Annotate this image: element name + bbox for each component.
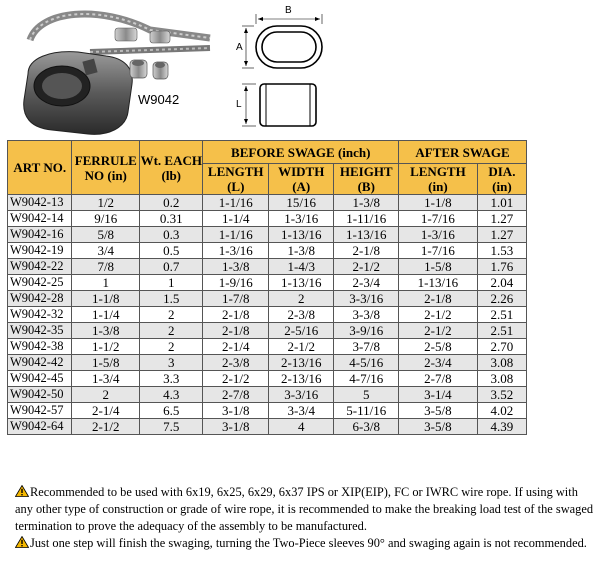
cell-dia-in: 2.51: [477, 307, 526, 323]
cell-length-in: 3-5/8: [399, 419, 478, 435]
table-row: [8, 275, 527, 291]
cell-length-in: 2-7/8: [399, 371, 478, 387]
cell-art-no: W9042-50: [8, 387, 72, 403]
cell-length-in: 1-1/8: [399, 195, 478, 211]
cell-wt-each: 0.2: [140, 195, 203, 211]
cell-art-no: W9042-25: [8, 275, 72, 291]
dim-label-l: L: [236, 99, 242, 110]
small-sleeves: [130, 60, 168, 79]
cell-art-no: W9042-42: [8, 355, 72, 371]
cell-length-in: 2-1/2: [399, 307, 478, 323]
table-row: [8, 243, 527, 259]
cell-length-l: 2-1/2: [203, 371, 269, 387]
cell-height-b: 4-5/16: [334, 355, 399, 371]
cell-dia-in: 3.52: [477, 387, 526, 403]
table-row: [8, 307, 527, 323]
cell-ferrule-no: 3/4: [72, 243, 140, 259]
cell-length-l: 3-1/8: [203, 403, 269, 419]
cell-width-a: 1-4/3: [268, 259, 334, 275]
cell-ferrule-no: 1-1/4: [72, 307, 140, 323]
cell-height-b: 3-7/8: [334, 339, 399, 355]
cell-width-a: 3-3/16: [268, 387, 334, 403]
table-row: [8, 339, 527, 355]
cell-wt-each: 2: [140, 339, 203, 355]
cell-length-l: 1-1/4: [203, 211, 269, 227]
table-row: [8, 355, 527, 371]
spec-table-body: [8, 195, 527, 435]
cell-length-l: 1-9/16: [203, 275, 269, 291]
cell-width-a: 1-3/8: [268, 243, 334, 259]
product-illustration: [0, 0, 600, 140]
header-length-in: LENGTH (in): [399, 164, 478, 195]
table-row: [8, 323, 527, 339]
dim-label-a: A: [236, 42, 243, 53]
cell-width-a: 2-1/2: [268, 339, 334, 355]
header-art-no: ART NO.: [8, 141, 72, 195]
header-dia-in: DIA. (in): [477, 164, 526, 195]
cell-width-a: 2-3/8: [268, 307, 334, 323]
header-wt-each: Wt. EACH (lb): [140, 141, 203, 195]
cell-ferrule-no: 1: [72, 275, 140, 291]
cell-width-a: 1-13/16: [268, 275, 334, 291]
cell-height-b: 3-9/16: [334, 323, 399, 339]
header-row-1: [8, 141, 527, 164]
cell-length-in: 3-5/8: [399, 403, 478, 419]
cell-length-in: 1-7/16: [399, 211, 478, 227]
cell-height-b: 2-1/8: [334, 243, 399, 259]
cell-length-in: 1-5/8: [399, 259, 478, 275]
header-length-l: LENGTH (L): [203, 164, 269, 195]
cell-length-in: 1-3/16: [399, 227, 478, 243]
cell-art-no: W9042-32: [8, 307, 72, 323]
cell-height-b: 5-11/16: [334, 403, 399, 419]
dimension-side-view: [242, 84, 316, 126]
cell-length-in: 1-13/16: [399, 275, 478, 291]
cell-art-no: W9042-35: [8, 323, 72, 339]
warning-triangle-icon: [15, 485, 29, 497]
cell-height-b: 4-7/16: [334, 371, 399, 387]
cell-width-a: 2-13/16: [268, 355, 334, 371]
cell-ferrule-no: 5/8: [72, 227, 140, 243]
cell-ferrule-no: 2: [72, 387, 140, 403]
cell-height-b: 3-3/8: [334, 307, 399, 323]
ferrule-drawing: [0, 0, 600, 140]
cell-width-a: 2: [268, 291, 334, 307]
cell-ferrule-no: 1-5/8: [72, 355, 140, 371]
cell-width-a: 2-13/16: [268, 371, 334, 387]
table-row: [8, 291, 527, 307]
cell-height-b: 3-3/16: [334, 291, 399, 307]
cell-wt-each: 1: [140, 275, 203, 291]
cell-length-in: 1-7/16: [399, 243, 478, 259]
cell-width-a: 1-13/16: [268, 227, 334, 243]
dimension-top-view: [242, 14, 322, 68]
cell-width-a: 15/16: [268, 195, 334, 211]
cell-dia-in: 4.02: [477, 403, 526, 419]
cell-ferrule-no: 7/8: [72, 259, 140, 275]
cell-height-b: 1-3/8: [334, 195, 399, 211]
table-row: [8, 419, 527, 435]
cell-art-no: W9042-45: [8, 371, 72, 387]
cell-length-in: 2-1/8: [399, 291, 478, 307]
cell-art-no: W9042-14: [8, 211, 72, 227]
product-label: W9042: [138, 92, 180, 107]
table-row: [8, 403, 527, 419]
cell-length-in: 3-1/4: [399, 387, 478, 403]
cell-dia-in: 3.08: [477, 355, 526, 371]
table-row: [8, 227, 527, 243]
dim-label-b: B: [285, 5, 292, 16]
cell-length-l: 2-1/4: [203, 339, 269, 355]
cell-dia-in: 2.04: [477, 275, 526, 291]
cell-height-b: 6-3/8: [334, 419, 399, 435]
header-before-swage: BEFORE SWAGE (inch): [203, 141, 399, 164]
cell-dia-in: 1.01: [477, 195, 526, 211]
table-row: [8, 371, 527, 387]
cell-dia-in: 3.08: [477, 371, 526, 387]
cell-wt-each: 2: [140, 323, 203, 339]
cell-length-l: 2-1/8: [203, 307, 269, 323]
cell-ferrule-no: 9/16: [72, 211, 140, 227]
cell-length-l: 1-7/8: [203, 291, 269, 307]
cell-wt-each: 6.5: [140, 403, 203, 419]
table-row: [8, 195, 527, 211]
table-row: [8, 387, 527, 403]
cell-width-a: 4: [268, 419, 334, 435]
cell-length-l: 1-1/16: [203, 227, 269, 243]
cell-wt-each: 0.3: [140, 227, 203, 243]
cell-length-l: 2-1/8: [203, 323, 269, 339]
cell-ferrule-no: 1-3/4: [72, 371, 140, 387]
note-2-text: Just one step will finish the swaging, turning the Two-Piece sleeves 90° and swaging again is not recommended.: [30, 536, 587, 550]
note-1-text: Recommended to be used with 6x19, 6x25, 6x29, 6x37 IPS or XIP(EIP), FC or IWRC wire rope. If using with any other type of construction or grade of wire rope, it is recommended to make the breaking load test of the swaged termination to prove the adequacy of the assembly to be manufactured.: [15, 485, 594, 533]
cell-wt-each: 4.3: [140, 387, 203, 403]
cell-ferrule-no: 2-1/4: [72, 403, 140, 419]
cell-art-no: W9042-38: [8, 339, 72, 355]
spec-table: [7, 140, 527, 435]
cell-height-b: 1-13/16: [334, 227, 399, 243]
note-1: [15, 484, 595, 535]
cell-length-in: 2-5/8: [399, 339, 478, 355]
cell-art-no: W9042-57: [8, 403, 72, 419]
cell-ferrule-no: 1-1/2: [72, 339, 140, 355]
ferrule-body: [24, 52, 133, 135]
notes: [15, 484, 595, 552]
cell-width-a: 2-5/16: [268, 323, 334, 339]
cell-art-no: W9042-19: [8, 243, 72, 259]
cell-length-in: 2-1/2: [399, 323, 478, 339]
cell-wt-each: 3.3: [140, 371, 203, 387]
cell-wt-each: 0.5: [140, 243, 203, 259]
cell-art-no: W9042-16: [8, 227, 72, 243]
cell-height-b: 1-11/16: [334, 211, 399, 227]
cell-art-no: W9042-13: [8, 195, 72, 211]
cell-dia-in: 2.51: [477, 323, 526, 339]
cell-length-l: 1-3/8: [203, 259, 269, 275]
cell-wt-each: 1.5: [140, 291, 203, 307]
cell-height-b: 2-1/2: [334, 259, 399, 275]
cell-art-no: W9042-28: [8, 291, 72, 307]
cell-wt-each: 3: [140, 355, 203, 371]
cell-dia-in: 2.26: [477, 291, 526, 307]
cell-length-in: 2-3/4: [399, 355, 478, 371]
cell-ferrule-no: 1-1/8: [72, 291, 140, 307]
cell-length-l: 2-7/8: [203, 387, 269, 403]
cell-dia-in: 2.70: [477, 339, 526, 355]
cell-width-a: 3-3/4: [268, 403, 334, 419]
note-2: [15, 535, 595, 552]
table-row: [8, 211, 527, 227]
cell-wt-each: 2: [140, 307, 203, 323]
cell-wt-each: 7.5: [140, 419, 203, 435]
cell-length-l: 3-1/8: [203, 419, 269, 435]
cell-ferrule-no: 1/2: [72, 195, 140, 211]
cell-ferrule-no: 2-1/2: [72, 419, 140, 435]
cell-dia-in: 1.76: [477, 259, 526, 275]
cell-dia-in: 1.27: [477, 227, 526, 243]
header-ferrule-no: FERRULE NO (in): [72, 141, 140, 195]
cell-length-l: 1-1/16: [203, 195, 269, 211]
cell-dia-in: 1.27: [477, 211, 526, 227]
warning-triangle-icon: [15, 536, 29, 548]
cell-length-l: 1-3/16: [203, 243, 269, 259]
cell-wt-each: 0.7: [140, 259, 203, 275]
cell-wt-each: 0.31: [140, 211, 203, 227]
header-height-b: HEIGHT (B): [334, 164, 399, 195]
cell-height-b: 5: [334, 387, 399, 403]
cell-length-l: 2-3/8: [203, 355, 269, 371]
cell-dia-in: 1.53: [477, 243, 526, 259]
cell-ferrule-no: 1-3/8: [72, 323, 140, 339]
header-after-swage: AFTER SWAGE: [399, 141, 527, 164]
cell-art-no: W9042-22: [8, 259, 72, 275]
cell-art-no: W9042-64: [8, 419, 72, 435]
header-width-a: WIDTH (A): [268, 164, 334, 195]
cell-width-a: 1-3/16: [268, 211, 334, 227]
table-row: [8, 259, 527, 275]
wire-rope: [30, 14, 210, 52]
cell-dia-in: 4.39: [477, 419, 526, 435]
cell-height-b: 2-3/4: [334, 275, 399, 291]
